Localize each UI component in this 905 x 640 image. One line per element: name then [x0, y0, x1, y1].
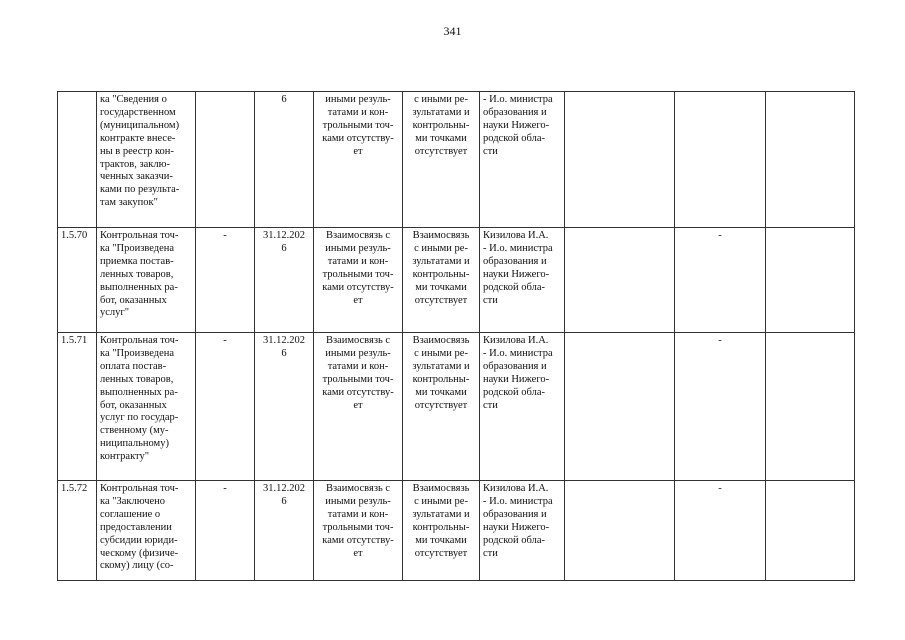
- row-start-date: -: [196, 333, 255, 481]
- page-number: 341: [443, 24, 462, 38]
- row-responsible: - И.о. министра образования и науки Нижего- родской обла- сти: [480, 92, 565, 228]
- row-name: ка "Сведения о государственном (муниципальном) контракте внесе- ны в реестр кон- трактов, заклю- ченных заказчи- ками по результа- там закупок": [97, 92, 196, 228]
- control-points-table: [57, 91, 855, 581]
- row-responsible: Кизилова И.А. - И.о. министра образования и науки Нижего- родской обла- сти: [480, 228, 565, 333]
- row-cell-i: -: [675, 481, 766, 581]
- row-responsible: Кизилова И.А. - И.о. министра образования и науки Нижего- родской обла- сти: [480, 333, 565, 481]
- row-name: Контрольная точ- ка "Заключено соглашение о предоставлении субсидии юриди- ческому (физиче- скому) лицу (со-: [97, 481, 196, 581]
- row-start-date: -: [196, 228, 255, 333]
- row-cell-h: [565, 333, 675, 481]
- row-responsible: Кизилова И.А. - И.о. министра образования и науки Нижего- родской обла- сти: [480, 481, 565, 581]
- row-relation-previous: Взаимосвязь с иными резуль- татами и кон- трольными точ- ками отсутству- ет: [314, 333, 403, 481]
- row-end-date: 31.12.202 6: [255, 481, 314, 581]
- row-relation-next: Взаимосвязь с иными ре- зультатами и контрольны- ми точками отсутствует: [403, 481, 480, 581]
- row-end-date: 31.12.202 6: [255, 228, 314, 333]
- row-number: [58, 92, 97, 228]
- row-number: 1.5.70: [58, 228, 97, 333]
- row-number: 1.5.71: [58, 333, 97, 481]
- row-start-date: -: [196, 481, 255, 581]
- row-relation-previous: Взаимосвязь с иными резуль- татами и кон- трольными точ- ками отсутству- ет: [314, 481, 403, 581]
- row-end-date: 31.12.202 6: [255, 333, 314, 481]
- row-relation-previous: иными резуль- татами и кон- трольными точ- ками отсутству- ет: [314, 92, 403, 228]
- row-cell-i: -: [675, 333, 766, 481]
- row-relation-next: Взаимосвязь с иными ре- зультатами и контрольны- ми точками отсутствует: [403, 333, 480, 481]
- table-row: [58, 481, 855, 581]
- row-relation-previous: Взаимосвязь с иными резуль- татами и кон- трольными точ- ками отсутству- ет: [314, 228, 403, 333]
- row-cell-i: [675, 92, 766, 228]
- row-cell-j: [766, 92, 855, 228]
- row-start-date: [196, 92, 255, 228]
- row-relation-next: с иными ре- зультатами и контрольны- ми точками отсутствует: [403, 92, 480, 228]
- row-cell-h: [565, 481, 675, 581]
- row-name: Контрольная точ- ка "Произведена приемка постав- ленных товаров, выполненных ра- бот, оказанных услуг": [97, 228, 196, 333]
- row-cell-h: [565, 92, 675, 228]
- table-row: [58, 228, 855, 333]
- table-row: [58, 333, 855, 481]
- table-row: [58, 92, 855, 228]
- row-cell-h: [565, 228, 675, 333]
- row-cell-i: -: [675, 228, 766, 333]
- row-cell-j: [766, 481, 855, 581]
- row-cell-j: [766, 228, 855, 333]
- row-number: 1.5.72: [58, 481, 97, 581]
- row-cell-j: [766, 333, 855, 481]
- row-relation-next: Взаимосвязь с иными ре- зультатами и контрольны- ми точками отсутствует: [403, 228, 480, 333]
- row-end-date: 6: [255, 92, 314, 228]
- row-name: Контрольная точ- ка "Произведена оплата постав- ленных товаров, выполненных ра- бот, оказанных услуг по государ- ственному (му- ниципальному) контракту": [97, 333, 196, 481]
